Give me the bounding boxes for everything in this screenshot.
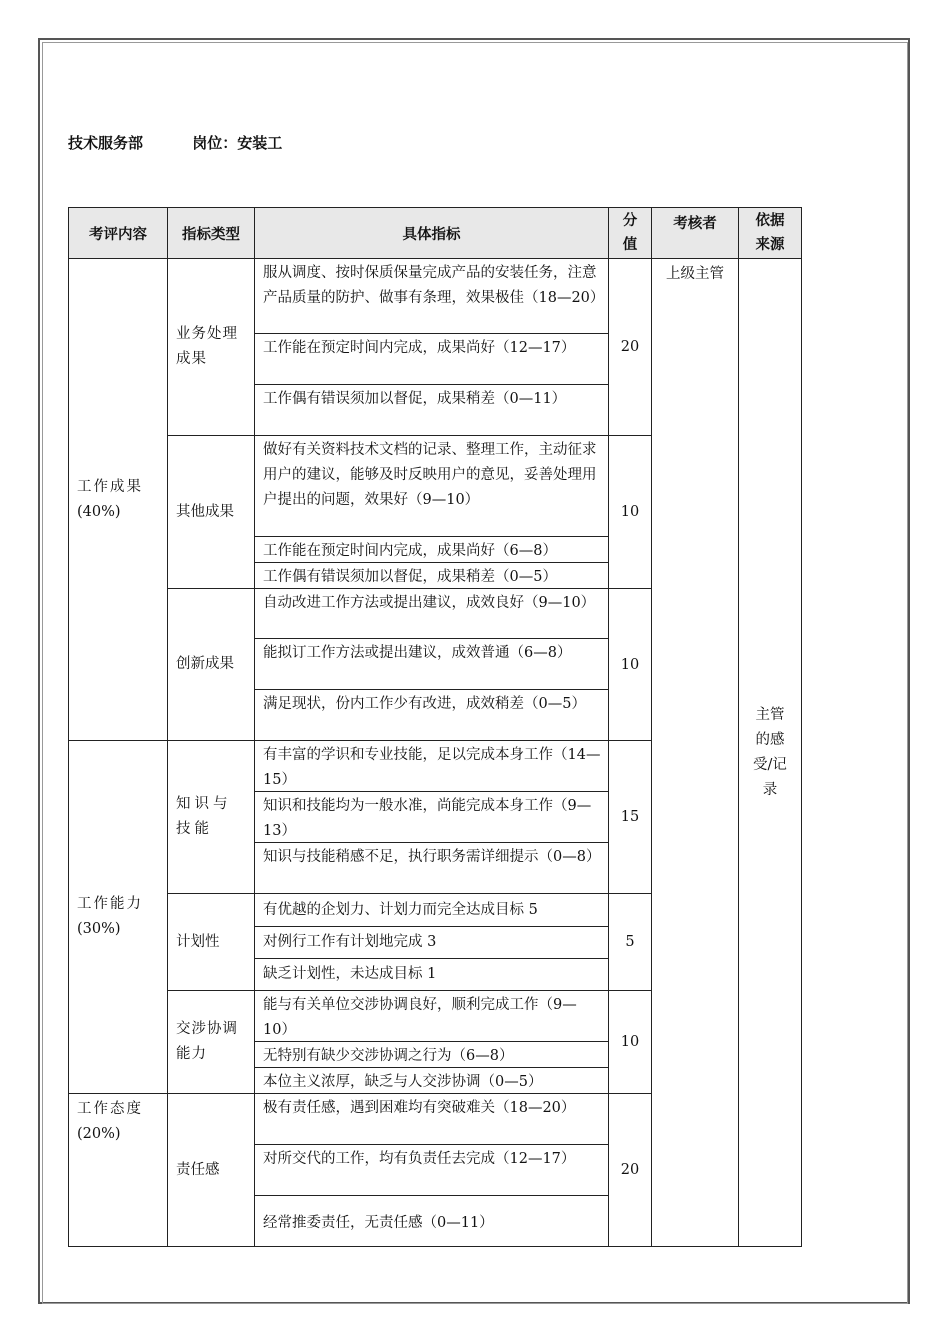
indicator-item: 本位主义浓厚，缺乏与人交涉协调（0—5） — [263, 1074, 543, 1090]
indicator-item: 对所交代的工作，均有负责任去完成（12—17） — [255, 1145, 608, 1196]
category-name: 业务处理成果 — [168, 259, 255, 436]
indicator-cell — [255, 741, 609, 894]
section-weight: (20%) — [77, 1126, 121, 1142]
category-name: 计划性 — [168, 894, 255, 991]
indicator-item: 自动改进工作方法或提出建议，成效良好（9—10） — [255, 589, 608, 639]
department-label: 技术服务部 — [68, 134, 144, 152]
indicator-cell — [255, 259, 609, 436]
category-name: 交涉协调能力 — [168, 991, 255, 1094]
section-name: 工作态度 — [77, 1101, 143, 1117]
col-header-score: 分值 — [609, 208, 652, 259]
section-name: 工作能力 — [77, 896, 143, 912]
indicator-item: 服从调度、按时保质保量完成产品的安装任务，注意产品质量的防护、做事有条理，效果极佳（18—20） — [255, 259, 608, 334]
section-work-ability — [69, 741, 168, 1094]
indicator-item: 工作能在预定时间内完成，成果尚好（6—8） — [255, 537, 608, 563]
indicator-cell — [255, 894, 609, 991]
evaluation-table — [68, 207, 802, 1247]
table-row — [69, 259, 802, 436]
form-header — [68, 132, 282, 153]
indicator-item: 对例行工作有计划地完成 3 — [255, 927, 608, 959]
table-header-row — [69, 208, 802, 259]
indicator-item: 经常推委责任，无责任感（0—11） — [263, 1215, 494, 1231]
indicator-item: 知识和技能均为一般水准，尚能完成本身工作（9—13） — [255, 792, 608, 843]
indicator-item: 极有责任感，遇到困难均有突破难关（18—20） — [255, 1094, 608, 1145]
section-work-attitude — [69, 1094, 168, 1247]
category-name: 其他成果 — [168, 436, 255, 589]
section-weight: (30%) — [77, 921, 121, 937]
score-value: 10 — [609, 991, 652, 1094]
indicator-item: 缺乏计划性，未达成目标 1 — [263, 966, 437, 982]
position-label: 岗位：安装工 — [192, 134, 283, 152]
basis-cell: 主管的感受/记录 — [739, 259, 802, 1247]
category-name: 知识与技能 — [168, 741, 255, 894]
indicator-item: 工作偶有错误须加以督促，成果稍差（0—11） — [263, 391, 567, 407]
indicator-item: 有优越的企划力、计划力而完全达成目标 5 — [255, 894, 608, 927]
indicator-item: 知识与技能稍感不足，执行职务需详细提示（0—8） — [263, 849, 601, 865]
indicator-item: 工作能在预定时间内完成，成果尚好（12—17） — [255, 334, 608, 385]
score-value: 20 — [609, 259, 652, 436]
indicator-item: 工作偶有错误须加以督促，成果稍差（0—5） — [263, 569, 557, 585]
category-name: 创新成果 — [168, 589, 255, 741]
reviewer-cell: 上级主管 — [652, 259, 739, 1247]
indicator-cell — [255, 1094, 609, 1247]
col-header-reviewer: 考核者 — [652, 208, 739, 259]
score-value: 10 — [609, 436, 652, 589]
col-header-indicator: 具体指标 — [255, 208, 609, 259]
indicator-item: 无特别有缺少交涉协调之行为（6—8） — [255, 1042, 608, 1068]
col-header-type: 指标类型 — [168, 208, 255, 259]
col-header-basis: 依据来源 — [739, 208, 802, 259]
col-header-content: 考评内容 — [69, 208, 168, 259]
section-work-results — [69, 259, 168, 741]
indicator-item: 做好有关资料技术文档的记录、整理工作，主动征求用户的建议，能够及时反映用户的意见，妥善处理用户提出的问题，效果好（9—10） — [255, 436, 608, 537]
score-value: 15 — [609, 741, 652, 894]
indicator-item: 满足现状，份内工作少有改进，成效稍差（0—5） — [263, 696, 586, 712]
indicator-item: 能与有关单位交涉协调良好，顺利完成工作（9—10） — [255, 991, 608, 1042]
indicator-item: 有丰富的学识和专业技能，足以完成本身工作（14—15） — [255, 741, 608, 792]
score-value: 10 — [609, 589, 652, 741]
indicator-cell — [255, 436, 609, 589]
indicator-item: 能拟订工作方法或提出建议，成效普通（6—8） — [255, 639, 608, 690]
score-value: 20 — [609, 1094, 652, 1247]
score-value: 5 — [609, 894, 652, 991]
section-weight: (40%) — [77, 503, 121, 520]
indicator-cell — [255, 589, 609, 741]
category-name: 责任感 — [168, 1094, 255, 1247]
section-name: 工作成果 — [77, 478, 143, 495]
indicator-cell — [255, 991, 609, 1094]
